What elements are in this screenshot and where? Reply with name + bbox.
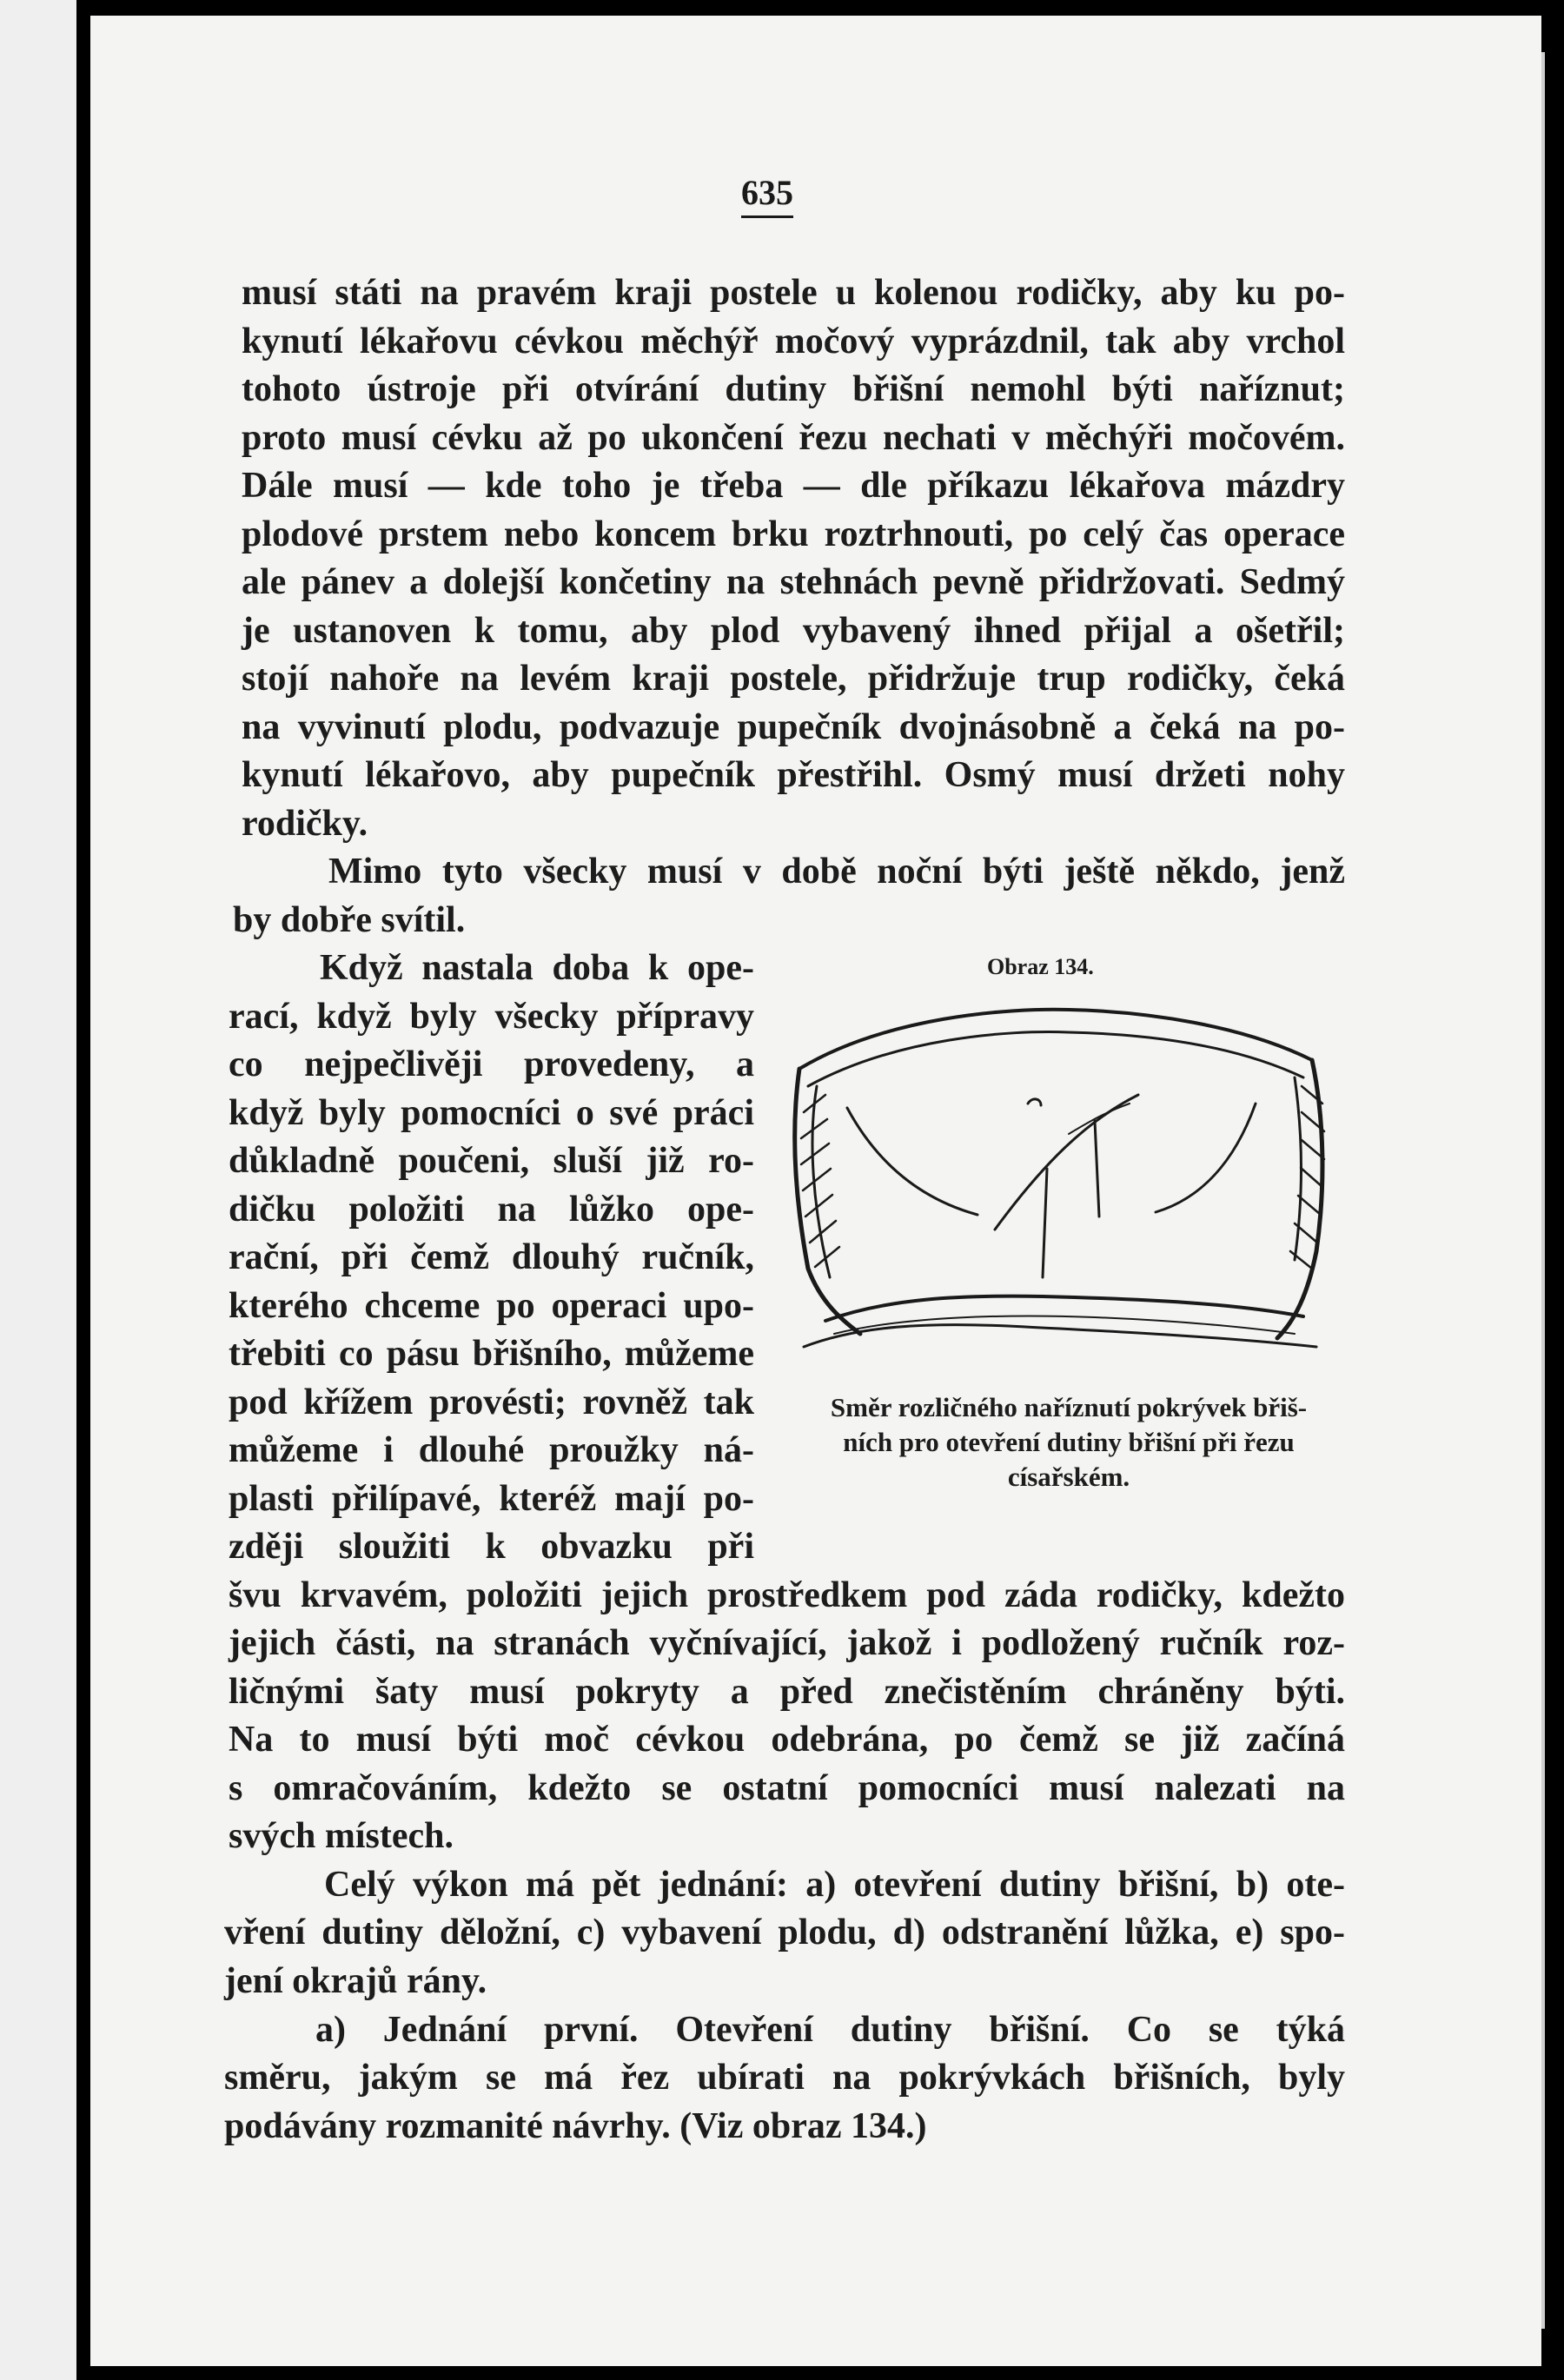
text-line: svých místech. (229, 1816, 454, 1856)
text-line: rační, při čemž dlouhý ručník, (229, 1237, 754, 1277)
text-line: Když nastala doba k ope- (320, 948, 754, 988)
caption-line: Směr rozličného naříznutí pokrývek břiš- (830, 1392, 1308, 1422)
text-line: plasti přilípavé, kteréž mají po- (229, 1479, 754, 1519)
text-line: a) Jednání první. Otevření dutiny břišní. Co se týká (315, 2010, 1345, 2050)
text-line: kynutí lékařovu cévkou měchýř močový vyprázdnil, tak aby vrchol (242, 322, 1345, 361)
text-line: můžeme i dlouhé proužky ná- (229, 1430, 754, 1470)
left-page-edge (0, 0, 76, 2380)
text-line: vření dutiny děložní, c) vybavení plodu, d) odstranění lůžka, e) spo- (224, 1913, 1345, 1952)
figure-title: Obraz 134. (987, 954, 1094, 979)
text-line: Mimo tyto všecky musí v době noční býti ještě někdo, jenž (328, 852, 1345, 892)
text-line: ličnými šaty musí pokryty a před znečistěním chráněny býti. (229, 1672, 1345, 1712)
right-page-edge (1541, 52, 1545, 2329)
text-line: důkladně poučeni, sluší již ro- (229, 1141, 754, 1181)
text-line: ale pánev a dolejší končetiny na stehnách pevně přidržovati. Sedmý (242, 562, 1345, 602)
text-line: Na to musí býti moč cévkou odebrána, po čemž se již začíná (229, 1720, 1345, 1760)
text-line: musí státi na pravém kraji postele u kolenou rodičky, aby ku po- (242, 273, 1345, 313)
text-line: podávány rozmanité návrhy. (Viz obraz 134.) (224, 2106, 927, 2146)
page-number: 635 (659, 172, 876, 213)
caption-line: císařském. (1007, 1462, 1130, 1492)
text-line: Celý výkon má pět jednání: a) otevření dutiny břišní, b) ote- (324, 1865, 1345, 1905)
text-line: pod křížem provésti; rovněž tak (229, 1382, 754, 1422)
text-line: směru, jakým se má řez ubírati na pokrývkách břišních, byly (224, 2058, 1345, 2098)
text-line: když byly pomocníci o své práci (229, 1093, 754, 1133)
text-line: třebiti co pásu břišního, můžeme (229, 1334, 754, 1374)
text-line: dičku položiti na lůžko ope- (229, 1190, 754, 1230)
text-line: tohoto ústroje při otvírání dutiny břišní nemohl býti naříznut; (242, 369, 1345, 409)
text-line: Dále musí — kde toho je třeba — dle příkazu lékařova mázdry (242, 466, 1345, 506)
text-line: jení okrajů rány. (224, 1961, 487, 2001)
text-line: rodičky. (242, 804, 368, 844)
text-line: je ustanoven k tomu, aby plod vybavený ihned přijal a ošetřil; (242, 611, 1345, 651)
caption-line: ních pro otevření dutiny břišní při řezu (843, 1427, 1295, 1457)
text-line: rací, když byly všecky přípravy (229, 997, 754, 1037)
abdomen-incision-illustration (782, 991, 1338, 1364)
text-line: zději sloužiti k obvazku při (229, 1527, 754, 1567)
text-line: kterého chceme po operaci upo- (229, 1286, 754, 1326)
text-line: stojí nahoře na levém kraji postele, přidržuje trup rodičky, čeká (242, 659, 1345, 699)
text-line: švu krvavém, položiti jejich prostředkem pod záda rodičky, kdežto (229, 1575, 1345, 1615)
text-line: s omračováním, kdežto se ostatní pomocníci musí nalezati na (229, 1768, 1345, 1808)
text-line: kynutí lékařovo, aby pupečník přestřihl. Osmý musí držeti nohy (242, 755, 1345, 795)
text-line: by dobře svítil. (233, 900, 466, 940)
text-line: na vyvinutí plodu, podvazuje pupečník dvojnásobně a čeká na po- (242, 707, 1345, 747)
text-line: jejich části, na stranách vyčnívající, jakož i podložený ručník roz- (229, 1623, 1345, 1663)
text-line: co nejpečlivěji provedeny, a (229, 1044, 754, 1084)
figure-caption (786, 1390, 1351, 1495)
text-line: plodové prstem nebo koncem brku roztrhnouti, po celý čas operace (242, 514, 1345, 554)
text-line: proto musí cévku až po ukončení řezu nechati v měchýři močovém. (242, 418, 1345, 458)
